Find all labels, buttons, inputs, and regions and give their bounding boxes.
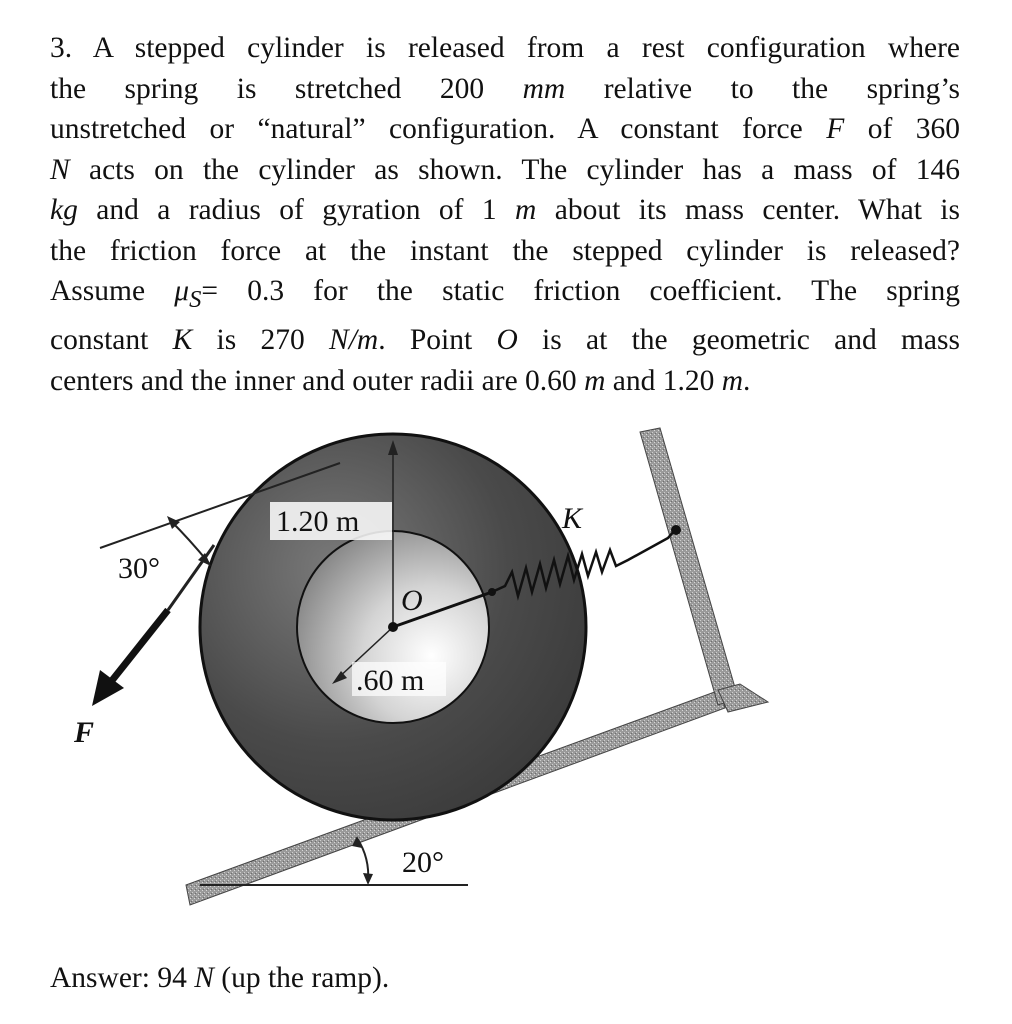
answer-unit: N (194, 962, 214, 994)
text-run: Assume (50, 275, 175, 307)
text-run: 3. A stepped cylinder is released from a rest configuration where (50, 32, 960, 64)
answer-prefix: Answer: 94 (50, 962, 195, 994)
unit-mm: mm (522, 72, 566, 105)
outer-radius-label: 1.20 m (276, 505, 360, 538)
unit-N: N (50, 153, 70, 186)
answer-suffix: (up the ramp). (213, 962, 390, 994)
text-run: acts on the cylinder as shown. The cylinder has a mass of 146 (69, 153, 960, 186)
symbol-F: F (826, 113, 845, 145)
text-run: unstretched or “natural” configuration. A constant force (50, 113, 827, 145)
text-run: is 270 (192, 324, 330, 357)
spring-label: K (562, 502, 583, 535)
answer (50, 958, 389, 998)
center-label: O (401, 584, 423, 617)
symbol-mu: μ (174, 275, 190, 307)
text-run: constant (50, 324, 173, 357)
text-run: and 1.20 (605, 364, 722, 397)
text-run: centers and the inner and outer radii are 0.60 (50, 364, 585, 397)
text-run: . (743, 364, 751, 397)
symbol-O: O (496, 324, 518, 357)
spring-wall-pin (671, 525, 681, 535)
arrowhead (363, 873, 373, 885)
text-run: about its mass center. What is (536, 194, 960, 226)
text-run: the spring is stretched 200 (50, 72, 523, 105)
wall (640, 428, 738, 705)
text-run: of 360 (844, 113, 960, 145)
subscript-s: S (189, 285, 202, 313)
unit-m: m (515, 194, 537, 226)
unit-kg: kg (50, 194, 78, 226)
symbol-K: K (172, 324, 193, 357)
force-label: F (74, 716, 95, 749)
wall-corner (718, 684, 768, 712)
text-run: = 0.3 for the static friction coefficient. The spring (201, 275, 960, 307)
unit-m: m (584, 364, 606, 397)
cable-angle-label: 30° (118, 552, 160, 585)
unit-m: m (721, 364, 744, 397)
inner-radius-label: .60 m (356, 664, 425, 697)
unit-N-per-m: N/m (329, 324, 379, 357)
ramp-angle-label: 20° (402, 846, 444, 879)
text-run: the friction force at the instant the stepped cylinder is released? (50, 234, 960, 267)
text-run: is at the geometric and mass (517, 324, 960, 357)
text-run: relative to the spring’s (565, 72, 960, 105)
force-arrow-shaft (106, 610, 168, 688)
text-run: and a radius of gyration of 1 (77, 194, 516, 226)
text-run: . Point (378, 324, 497, 357)
